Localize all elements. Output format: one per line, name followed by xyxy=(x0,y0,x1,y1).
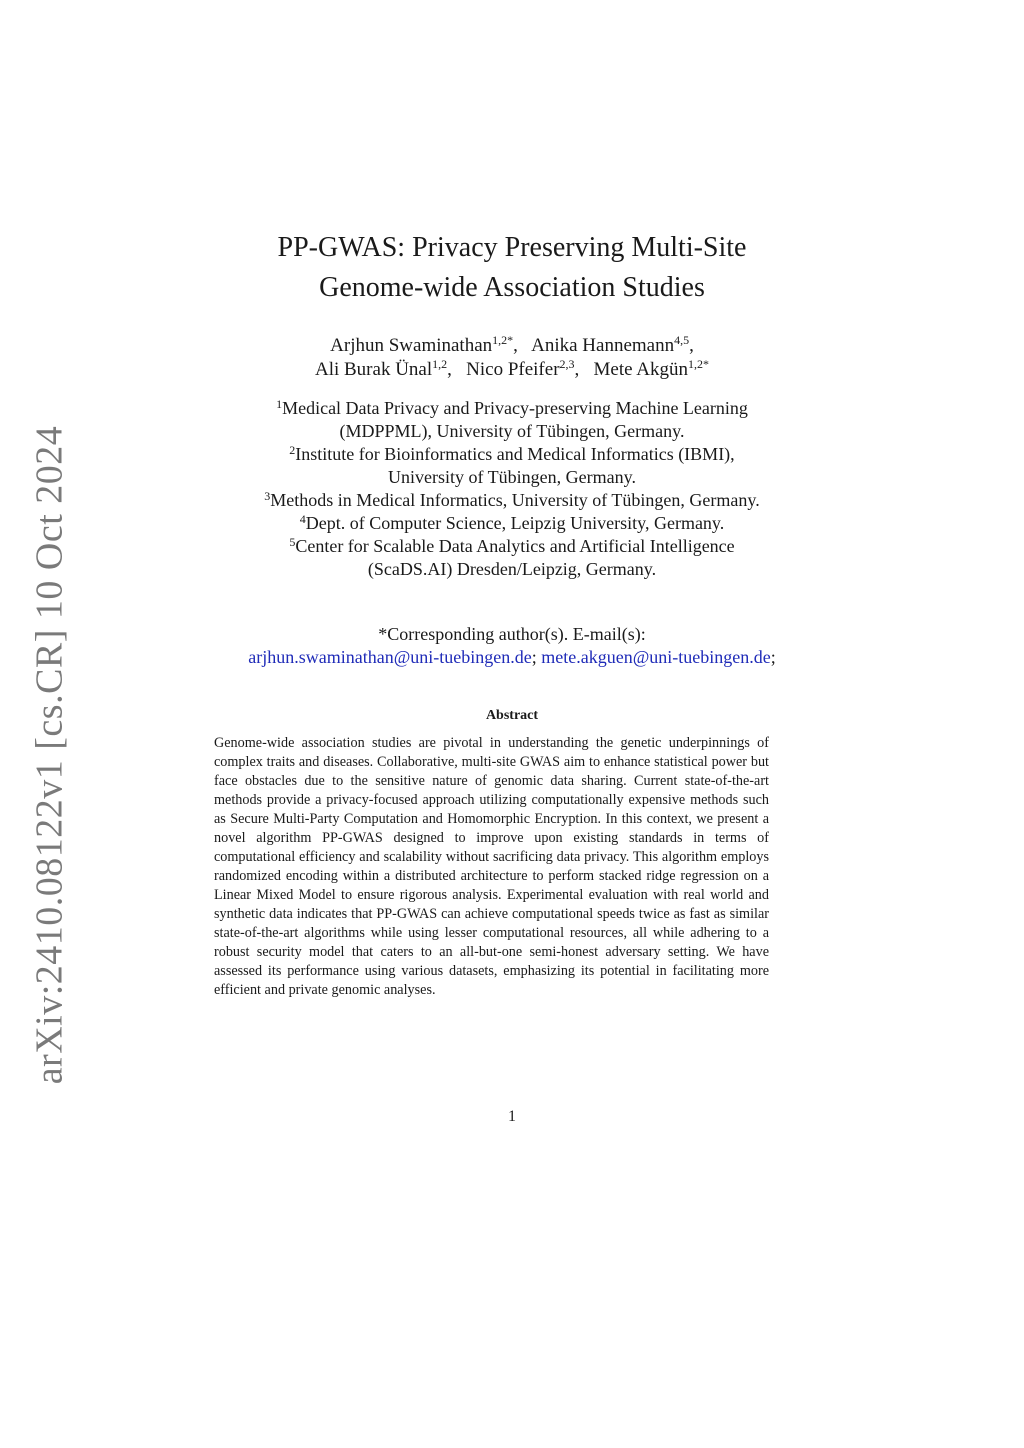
affiliation-3 xyxy=(0,489,1024,512)
affiliation-number: 2 xyxy=(289,443,296,457)
author-line-1 xyxy=(0,334,1024,358)
author xyxy=(594,359,709,380)
author-name: Ali Burak Ünal xyxy=(314,359,433,380)
author-list xyxy=(0,334,1024,382)
affiliation-number: 5 xyxy=(289,535,296,549)
affiliation-2 xyxy=(0,443,1024,489)
affiliation-line: Center for Scalable Data Analytics and Artificial Intelligence xyxy=(295,536,735,556)
author-name: Anika Hannemann xyxy=(531,335,675,356)
author-name: Arjhun Swaminathan xyxy=(330,335,493,356)
email-terminator: ; xyxy=(770,647,776,667)
corresponding-label: *Corresponding author(s). E-mail(s): xyxy=(378,624,646,644)
author-separator: , xyxy=(447,359,452,380)
author xyxy=(330,335,513,356)
author-affiliation-marker: 1,2* xyxy=(492,333,514,347)
author-line-2 xyxy=(0,358,1024,382)
affiliation-line: Dept. of Computer Science, Leipzig University, Germany. xyxy=(305,513,725,533)
affiliation-number: 1 xyxy=(276,397,283,411)
author-separator: , xyxy=(689,335,694,356)
email-separator: ; xyxy=(531,647,537,667)
abstract-heading: Abstract xyxy=(485,708,539,723)
affiliation-4 xyxy=(0,512,1024,535)
abstract-body: Genome-wide association studies are pivotal in understanding the genetic underpinnings of complex traits and diseases. Collaborative, multi-site GWAS aim to enhance statistical power but face obstacles due to the sensitive nature of genomic data sharing. Current state-of-the-art methods provide a privacy-focused approach utilizing computationally expensive methods such as Secure Multi-Party Computation and Homomorphic Encryption. In this context, we present a novel algorithm PP-GWAS designed to improve upon existing standards in terms of computational efficiency and scalability without sacrificing data privacy. This algorithm employs randomized encoding within a distributed architecture to perform stacked ridge regression on a Linear Mixed Model to ensure rigorous analysis. Experimental evaluation with real world and synthetic data indicates that PP-GWAS can achieve computational speeds twice as fast as similar state-of-the-art algorithms while using lesser computational resources, all while adhering to a robust security model that caters to an all-but-one semi-honest adversary setting. We have assessed its performance using various datasets, emphasizing its potential in facilitating more efficient and private genomic analyses. xyxy=(214,735,769,998)
author-separator: , xyxy=(513,335,518,356)
author xyxy=(531,335,689,356)
arxiv-stamp-text: arXiv:2410.08122v1 [cs.CR] 10 Oct 2024 xyxy=(28,425,71,1085)
corresponding-emails xyxy=(0,646,1024,669)
affiliation-number: 3 xyxy=(264,489,271,503)
affiliation-line: Medical Data Privacy and Privacy-preserving Machine Learning xyxy=(282,398,748,418)
affiliation-line: Institute for Bioinformatics and Medical Informatics (IBMI), xyxy=(295,444,735,464)
affiliation-number: 4 xyxy=(299,512,306,526)
author-name: Mete Akgün xyxy=(593,359,688,380)
affiliation-line: Methods in Medical Informatics, University of Tübingen, Germany. xyxy=(270,490,760,510)
author-separator: , xyxy=(574,359,580,380)
title-line-1: PP-GWAS: Privacy Preserving Multi-Site xyxy=(277,232,747,263)
affiliation-line: (MDPPML), University of Tübingen, Germany. xyxy=(339,421,685,441)
author-affiliation-marker: 4,5 xyxy=(674,333,690,347)
corresponding-author-block xyxy=(0,623,1024,669)
author-affiliation-marker: 1,2 xyxy=(432,357,448,371)
affiliation-line: University of Tübingen, Germany. xyxy=(388,467,636,487)
title-line-2: Genome-wide Association Studies xyxy=(319,272,705,303)
author xyxy=(466,359,574,380)
email-link-akguen[interactable]: mete.akguen@uni-tuebingen.de xyxy=(541,647,771,667)
affiliation-5 xyxy=(0,535,1024,581)
paper-title xyxy=(0,228,1024,308)
email-link-swaminathan[interactable]: arjhun.swaminathan@uni-tuebingen.de xyxy=(248,647,532,667)
affiliation-1 xyxy=(0,397,1024,443)
affiliation-list xyxy=(0,397,1024,581)
author-affiliation-marker: 1,2* xyxy=(688,357,709,371)
author-affiliation-marker: 2,3 xyxy=(559,357,575,371)
author xyxy=(315,359,447,380)
page-number: 1 xyxy=(508,1108,516,1125)
author-name: Nico Pfeifer xyxy=(466,359,560,380)
affiliation-line: (ScaDS.AI) Dresden/Leipzig, Germany. xyxy=(367,559,657,579)
